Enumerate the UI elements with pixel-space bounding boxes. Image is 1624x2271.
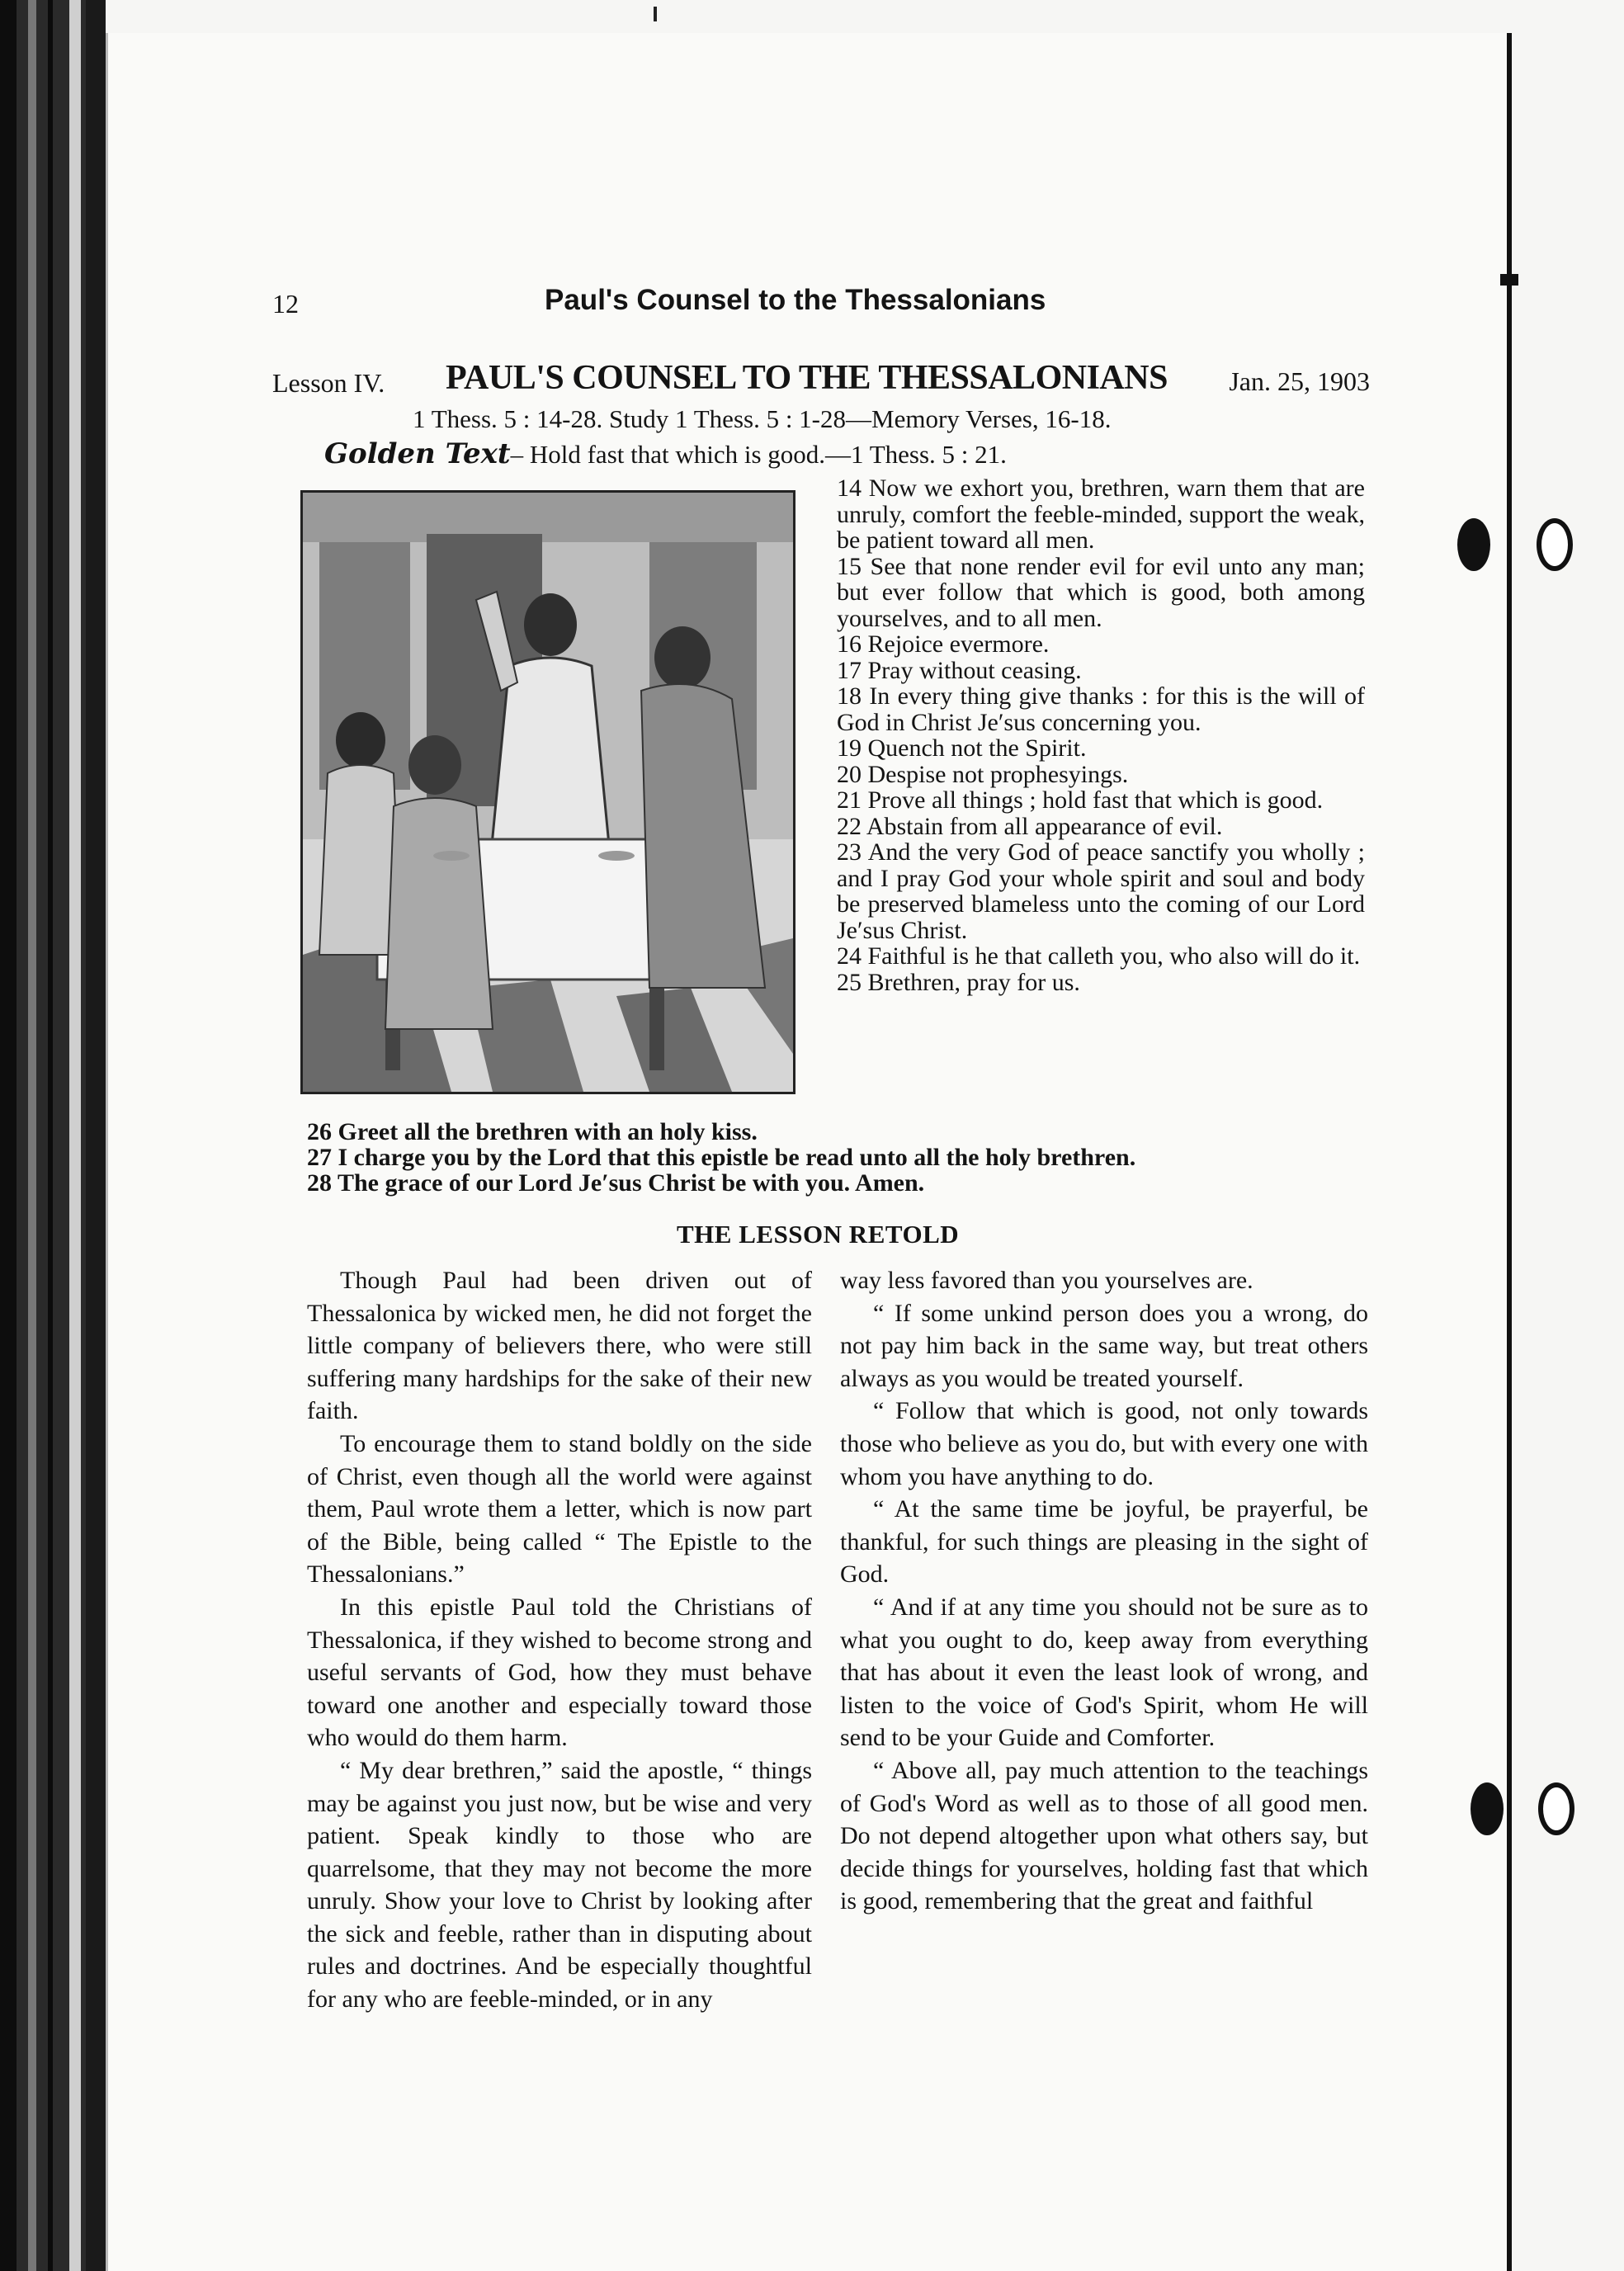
verse-23: 23 And the very God of peace sanctify you wholly ; and I pray God your whole spirit and soul and body be preserved blameless unto the coming of our Lord Je′sus Christ. [837,838,1365,944]
verse-26: 26 Greet all the brethren with an holy kiss. [307,1118,758,1145]
section-heading: THE LESSON RETOLD [677,1220,960,1249]
golden-text [324,437,1007,470]
paragraph: To encourage them to stand boldly on the side of Christ, even though all the world were against them, Paul wrote them a letter, which is now part of the Bible, being called “ The Epistle to the Thessalonians.” [307,1429,812,1589]
verse-22: 22 Abstain from all appearance of evil. [837,812,1223,840]
lesson-header [272,358,1370,404]
verse-15: 15 See that none render evil for evil unto any man; but ever follow that which is good, both among yourselves, and to all men. [837,552,1365,632]
paragraph: Though Paul had been driven out of Thessalonica by wicked men, he did not forget the little company of believers there, who were still suffering many hardships for the sake of their new faith. [307,1267,812,1425]
verse-27: 27 I charge you by the Lord that this epistle be read unto all the holy brethren. [307,1144,1136,1171]
golden-text-body: – Hold fast that which is good.—1 Thess. 5 : 21. [510,440,1007,469]
verse-19: 19 Quench not the Spirit. [837,734,1087,762]
running-title: Paul's Counsel to the Thessalonians [545,284,1046,316]
running-head [272,281,1370,327]
edge-notch [1500,274,1518,286]
retold-right-column [840,1264,1368,1918]
book-binding [0,0,106,2271]
paragraph: way less favored than you yourselves are. [840,1267,1253,1294]
illustration-last-supper [300,490,795,1094]
verse-24: 24 Faithful is he that calleth you, who also will do it. [837,942,1361,970]
retold-left-column [307,1264,812,2016]
paragraph: “ My dear brethren,” said the apostle, “ things may be against you just now, but be wise and very patient. Speak kindly to those who are quarrelsome, that they may not become the more unruly. Show your love to Christ by looking after the sick and feeble, rather than in disputing about rules and doctrines. And be especially thoughtful for any who are feeble-minded, or in any [307,1756,812,2014]
punch-hole-top-left [1457,518,1490,571]
paragraph: “ If some unkind person does you a wrong, do not pay him back in the same way, but treat others always as you would be treated yourself. [840,1299,1368,1392]
scripture-references: 1 Thess. 5 : 14-28. Study 1 Thess. 5 : 1-28—Memory Verses, 16-18. [413,404,1112,433]
lesson-date: Jan. 25, 1903 [1229,366,1370,396]
punch-hole-bottom-right [1538,1782,1574,1835]
verses-14-25 [837,475,1365,995]
verse-25: 25 Brethren, pray for us. [837,968,1080,996]
paragraph: “ Follow that which is good, not only towards those who believe as you do, but with every one with whom you have anything to do. [840,1397,1368,1490]
golden-text-label: Golden Text [324,437,511,470]
verse-28: 28 The grace of our Lord Je′sus Christ be with you. Amen. [307,1169,925,1197]
verse-17: 17 Pray without ceasing. [837,656,1082,684]
verse-20: 20 Despise not prophesyings. [837,760,1129,788]
paragraph: “ Above all, pay much attention to the teachings of God's Word as well as to those of all good men. Do not depend altogether upon what others say, but decide things for yourselves, holding fast that which is good, remembering that the great and faithful [840,1756,1368,1915]
lesson-number: Lesson IV. [272,368,385,398]
page-number: 12 [272,289,299,319]
verse-16: 16 Rejoice evermore. [837,630,1050,658]
punch-hole-top-right [1537,518,1573,571]
verse-21: 21 Prove all things ; hold fast that which is good. [837,786,1324,814]
scan-mark [654,7,657,21]
verse-18: 18 In every thing give thanks : for this is the will of God in Christ Je′sus concerning you. [837,682,1365,736]
paragraph: “ At the same time be joyful, be prayerful, be thankful, for such things are pleasing in the sight of God. [840,1495,1368,1589]
page-right-edge [1507,33,1512,2271]
punch-hole-bottom-left [1471,1782,1504,1835]
paragraph: In this epistle Paul told the Christians of Thessalonica, if they wished to become strong and useful servants of God, how they must behave toward one another and especially toward those who would do them harm. [307,1593,812,1752]
paragraph: “ And if at any time you should not be sure as to what you ought to do, keep away from everything that has about it even the least look of wrong, and listen to the voice of God's Spirit, whom He will send to be your Guide and Comforter. [840,1593,1368,1752]
verses-26-28 [307,1119,1380,1196]
verse-14: 14 Now we exhort you, brethren, warn them that are unruly, comfort the feeble-minded, support the weak, be patient toward all men. [837,475,1365,554]
lesson-title: PAUL'S COUNSEL TO THE THESSALONIANS [446,359,1168,397]
